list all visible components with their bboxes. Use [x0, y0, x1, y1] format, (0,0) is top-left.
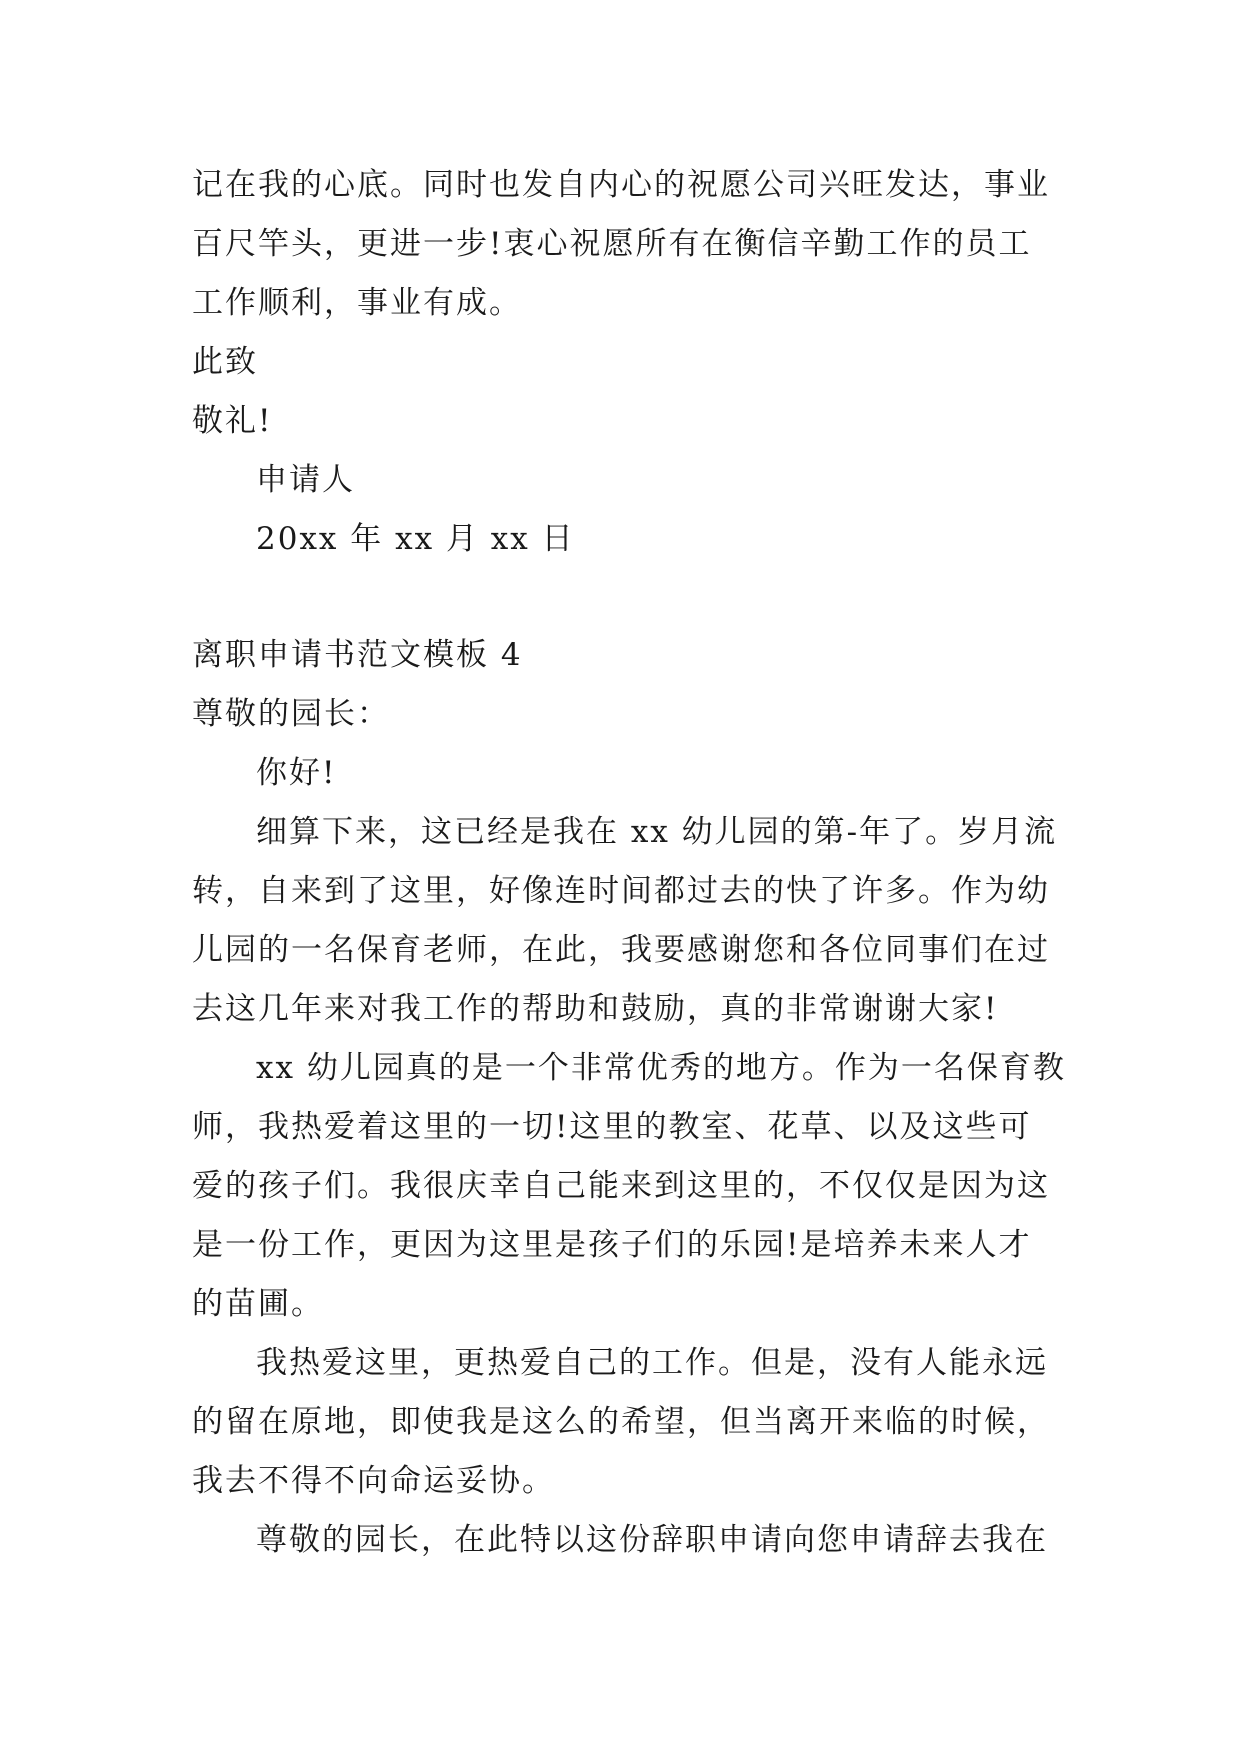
paragraph-2-line-2: 师，我热爱着这里的一切!这里的教室、花草、以及这些可 [192, 1109, 1032, 1145]
letter-greeting: 尊敬的园长： [192, 696, 390, 732]
body-line-1: 记在我的心底。同时也发自内心的祝愿公司兴旺发达，事业 [192, 167, 1050, 203]
paragraph-2-line-5: 的苗圃。 [192, 1286, 324, 1322]
section-title: 离职申请书范文模板 4 [192, 637, 523, 673]
body-line-2: 百尺竿头，更进一步!衷心祝愿所有在衡信辛勤工作的员工 [192, 226, 1032, 262]
signature-date: 20xx 年 xx 月 xx 日 [256, 521, 575, 557]
paragraph-2-line-4: 是一份工作，更因为这里是孩子们的乐园!是培养未来人才 [192, 1227, 1032, 1263]
paragraph-2-line-3: 爱的孩子们。我很庆幸自己能来到这里的，不仅仅是因为这 [192, 1168, 1050, 1204]
closing-salutation: 此致 [192, 344, 258, 380]
paragraph-4-line-1: 尊敬的园长，在此特以这份辞职申请向您申请辞去我在 [256, 1522, 1048, 1558]
paragraph-1-line-1: 细算下来，这已经是我在 xx 幼儿园的第-年了。岁月流 [256, 814, 1058, 850]
paragraph-1-line-3: 儿园的一名保育老师，在此，我要感谢您和各位同事们在过 [192, 932, 1050, 968]
paragraph-3-line-1: 我热爱这里，更热爱自己的工作。但是，没有人能永远 [256, 1345, 1048, 1381]
paragraph-1-line-4: 去这几年来对我工作的帮助和鼓励，真的非常谢谢大家! [192, 991, 999, 1027]
body-line-3: 工作顺利，事业有成。 [192, 285, 522, 321]
closing-regards: 敬礼! [192, 403, 273, 439]
paragraph-2-line-1: xx 幼儿园真的是一个非常优秀的地方。作为一名保育教 [256, 1050, 1066, 1086]
paragraph-3-line-3: 我去不得不向命运妥协。 [192, 1463, 555, 1499]
letter-hello: 你好! [256, 755, 337, 791]
signature-applicant: 申请人 [256, 462, 355, 498]
paragraph-3-line-2: 的留在原地，即使我是这么的希望，但当离开来临的时候， [192, 1404, 1050, 1440]
paragraph-1-line-2: 转，自来到了这里，好像连时间都过去的快了许多。作为幼 [192, 873, 1050, 909]
